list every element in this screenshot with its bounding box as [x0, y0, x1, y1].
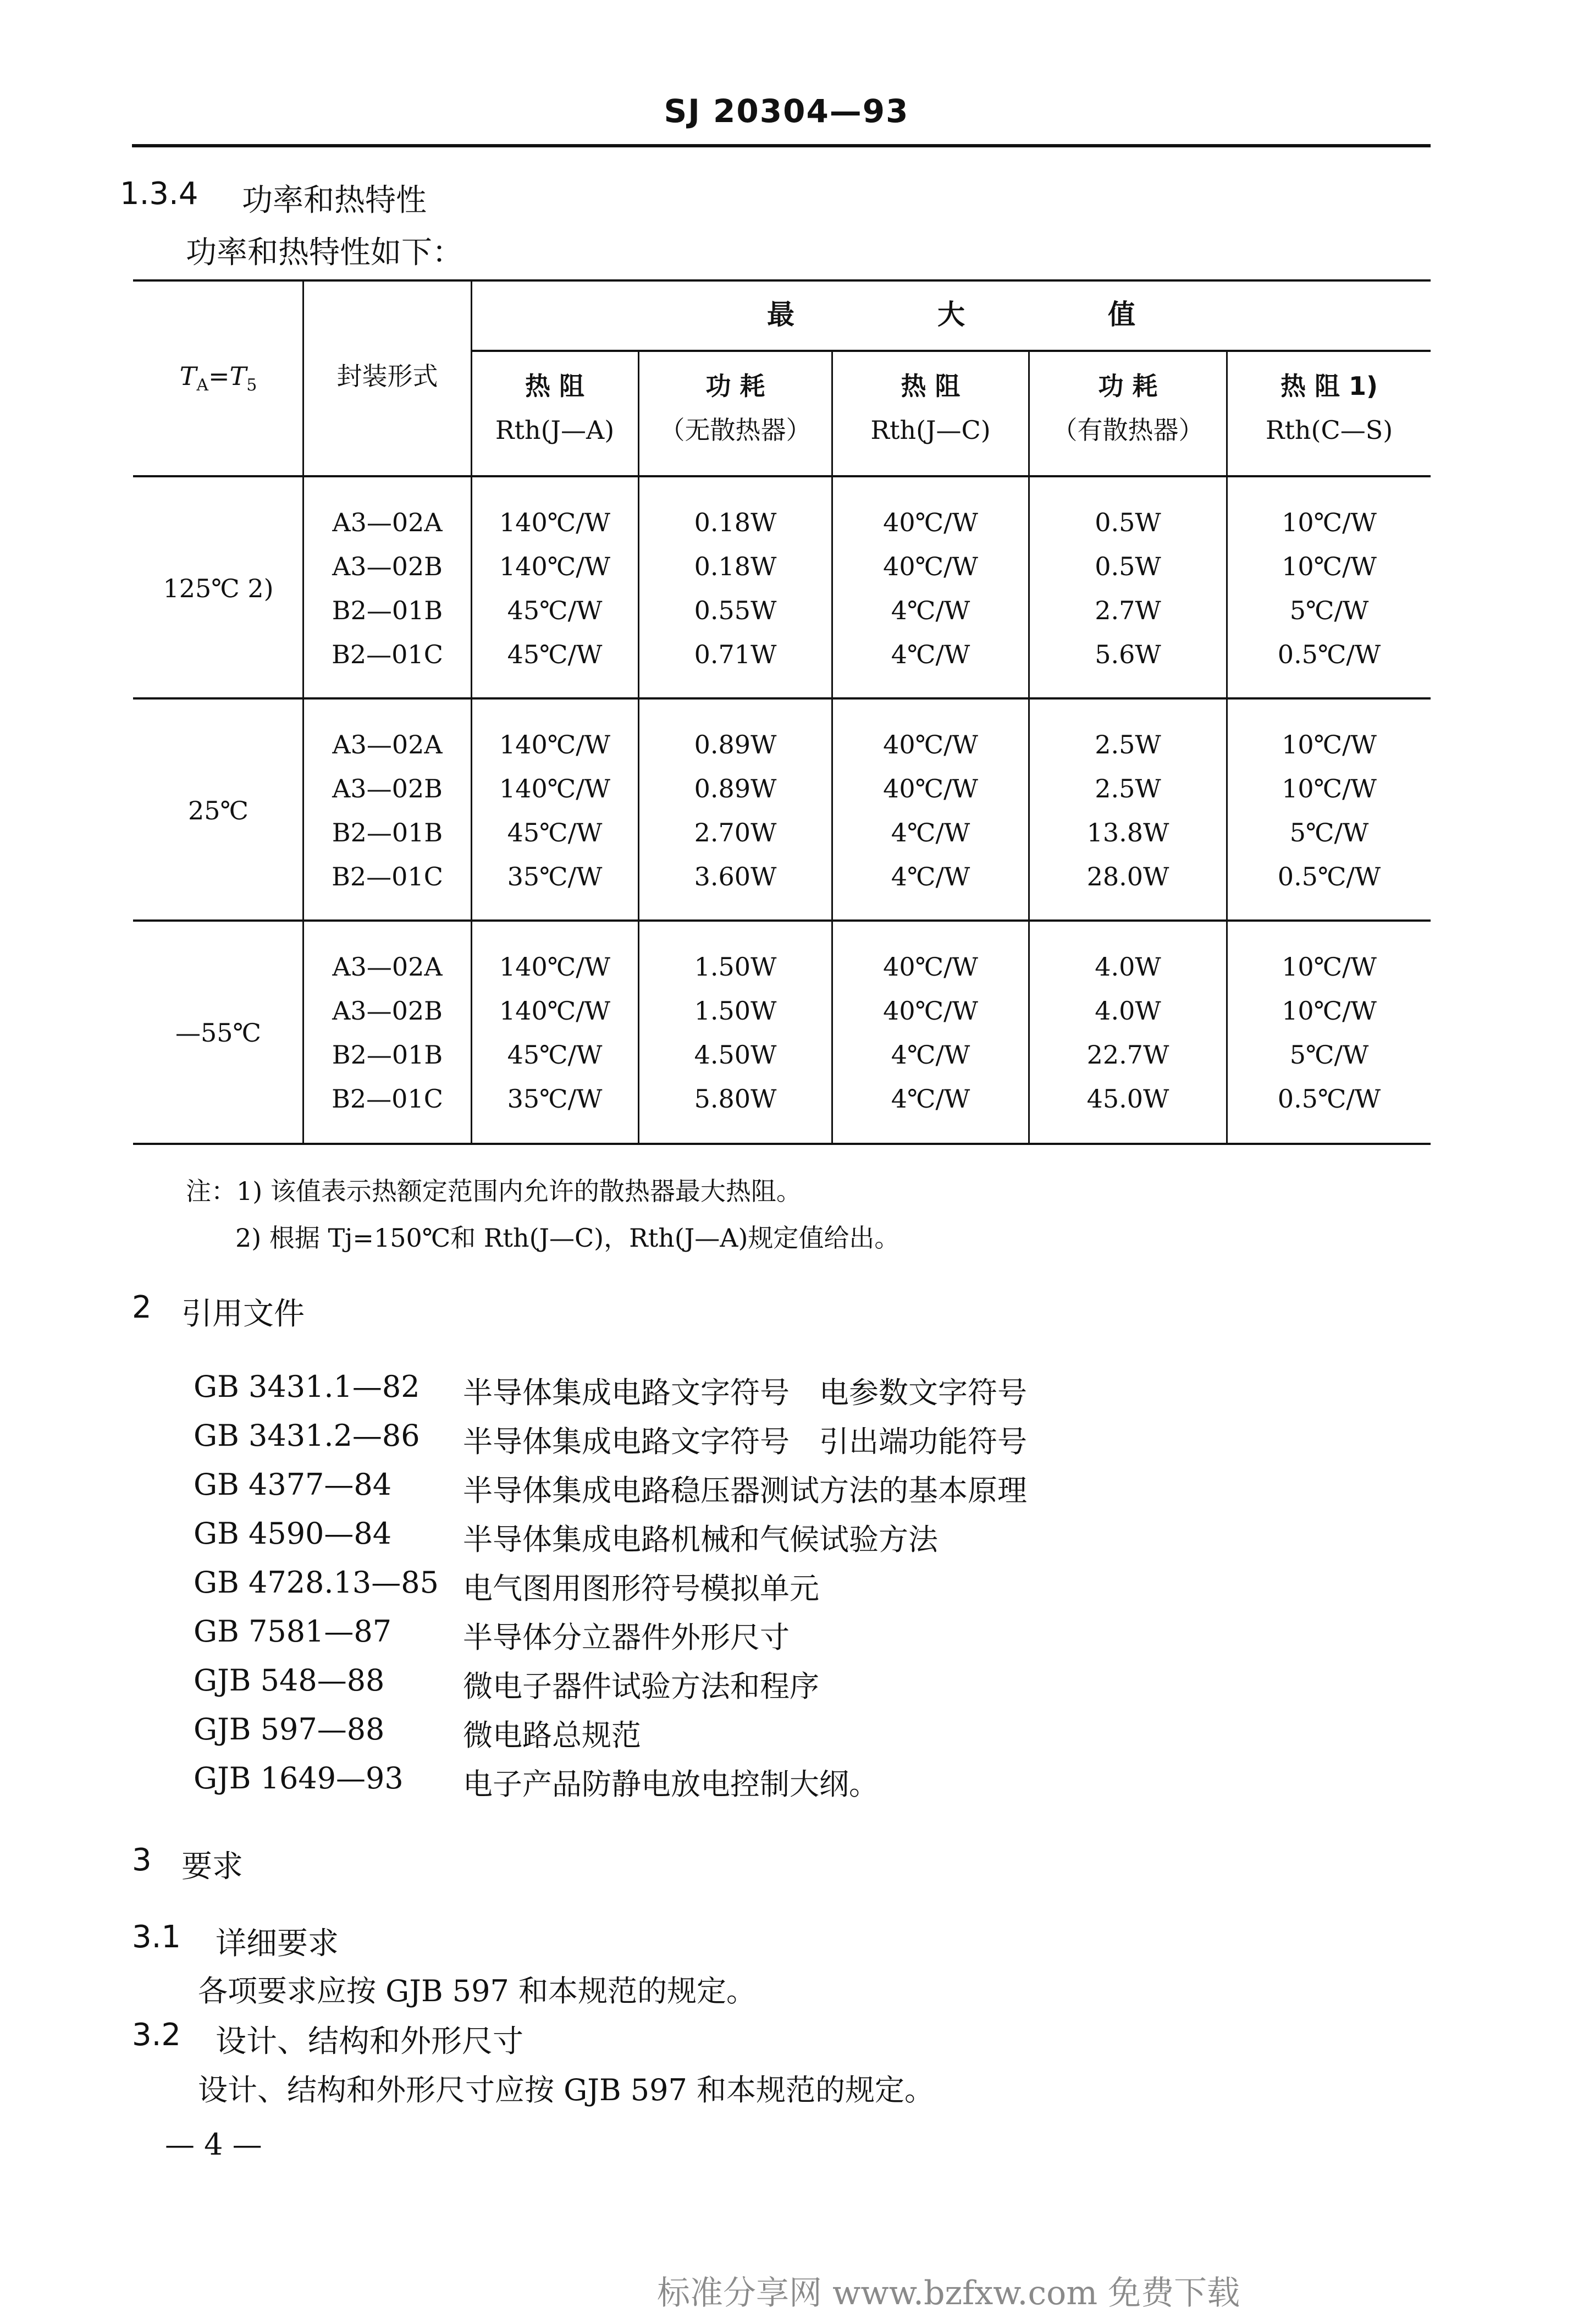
value-cell: 0.5℃/W: [1277, 862, 1381, 891]
package-cell: B2—01C: [332, 862, 443, 891]
value-cell: 2.7W: [1095, 596, 1161, 625]
value-cell: 0.71W: [694, 640, 777, 669]
value-cell: 0.5℃/W: [1277, 640, 1381, 669]
package-cell: A3—02A: [332, 508, 443, 537]
reference-title: 半导体集成电路稳压器测试方法的基本原理: [463, 1473, 1027, 1508]
table-top-rule: [133, 279, 1431, 282]
table-bottom-rule: [133, 1143, 1431, 1145]
section-31-body: 各项要求应按 GJB 597 和本规范的规定。: [198, 1974, 757, 2008]
column-header-label: 功 耗: [705, 371, 765, 401]
column-header: [1030, 364, 1226, 452]
section-31-number: 3.1: [132, 1919, 181, 1955]
value-cell: 10℃/W: [1282, 552, 1377, 581]
value-cell: 4℃/W: [891, 1084, 970, 1114]
value-cell: 4.0W: [1095, 996, 1161, 1026]
value-cell: 10℃/W: [1282, 508, 1377, 537]
package-cell: B2—01B: [332, 596, 443, 625]
table-group-divider: [133, 697, 1431, 700]
value-cell: 40℃/W: [883, 952, 978, 982]
value-cell: 2.70W: [694, 818, 777, 847]
section-32-title: 设计、结构和外形尺寸: [216, 2024, 523, 2059]
value-cell: 4℃/W: [891, 862, 970, 891]
value-cell: 140℃/W: [499, 552, 611, 581]
reference-code: GJB 1649—93: [194, 1761, 404, 1796]
reference-code: GB 4377—84: [194, 1467, 392, 1502]
value-cell: 45℃/W: [507, 596, 603, 625]
package-cell: A3—02B: [332, 552, 443, 581]
site-watermark: 标准分享网 www.bzfxw.com 免费下载: [657, 2274, 1240, 2312]
value-cell: 4℃/W: [891, 640, 970, 669]
value-cell: 40℃/W: [883, 508, 978, 537]
document-code: SJ 20304—93: [664, 92, 909, 130]
section-32-number: 3.2: [132, 2017, 181, 2053]
table-note-2: 2) 根据 Tj=150℃和 Rth(J—C)，Rth(J—A)规定值给出。: [235, 1223, 900, 1253]
value-cell: 10℃/W: [1282, 952, 1377, 982]
header-max-values: 最大值: [767, 299, 1278, 331]
reference-title: 半导体集成电路文字符号 引出端功能符号: [463, 1424, 1027, 1459]
value-cell: 0.5W: [1095, 508, 1161, 537]
page-number: — 4 —: [165, 2127, 262, 2162]
reference-code: GB 7581—87: [194, 1614, 392, 1649]
column-header-sublabel: （有散热器）: [1052, 415, 1204, 445]
reference-code: GJB 548—88: [194, 1663, 385, 1698]
column-header-sublabel: Rth(J—A): [495, 415, 615, 445]
package-cell: A3—02A: [332, 952, 443, 982]
value-cell: 5℃/W: [1289, 1040, 1369, 1070]
temperature-label: 25℃: [188, 796, 249, 825]
value-cell: 28.0W: [1086, 862, 1169, 891]
section-32-body: 设计、结构和外形尺寸应按 GJB 597 和本规范的规定。: [198, 2073, 935, 2107]
reference-code: GJB 597—88: [194, 1712, 385, 1747]
value-cell: 45.0W: [1086, 1084, 1169, 1114]
section-2-number: 2: [132, 1290, 152, 1325]
section-134-title: 功率和热特性: [242, 183, 427, 218]
value-cell: 13.8W: [1086, 818, 1169, 847]
value-cell: 10℃/W: [1282, 730, 1377, 759]
value-cell: 5℃/W: [1289, 596, 1369, 625]
reference-title: 半导体集成电路机械和气候试验方法: [463, 1522, 938, 1557]
value-cell: 0.55W: [694, 596, 777, 625]
column-header-label: 热 阻: [525, 371, 584, 401]
table-group-divider: [133, 919, 1431, 922]
value-cell: 40℃/W: [883, 774, 978, 803]
package-cell: B2—01B: [332, 1040, 443, 1070]
header-ambient-temp: $T_A=T_5$: [179, 361, 257, 395]
column-header-sublabel: Rth(C—S): [1265, 415, 1393, 445]
package-cell: A3—02B: [332, 774, 443, 803]
reference-code: GB 4728.13—85: [194, 1565, 439, 1600]
value-cell: 4℃/W: [891, 818, 970, 847]
value-cell: 2.5W: [1095, 730, 1161, 759]
reference-code: GB 3431.1—82: [194, 1369, 420, 1404]
value-cell: 140℃/W: [499, 996, 611, 1026]
column-header: [833, 364, 1028, 452]
reference-code: GB 4590—84: [194, 1516, 392, 1551]
value-cell: 0.89W: [694, 774, 777, 803]
reference-title: 半导体分立器件外形尺寸: [463, 1620, 790, 1655]
value-cell: 1.50W: [694, 996, 777, 1026]
value-cell: 10℃/W: [1282, 774, 1377, 803]
value-cell: 4℃/W: [891, 596, 970, 625]
value-cell: 3.60W: [694, 862, 777, 891]
value-cell: 5℃/W: [1289, 818, 1369, 847]
reference-title: 电子产品防静电放电控制大纲。: [463, 1767, 879, 1802]
package-cell: A3—02A: [332, 730, 443, 759]
section-134-intro: 功率和热特性如下：: [186, 235, 463, 271]
value-cell: 140℃/W: [499, 730, 611, 759]
package-cell: A3—02B: [332, 996, 443, 1026]
value-cell: 45℃/W: [507, 818, 603, 847]
column-header-sublabel: Rth(J—C): [870, 415, 991, 445]
value-cell: 22.7W: [1086, 1040, 1169, 1070]
table-group-rule: [472, 350, 1431, 352]
column-header-label: 热 阻: [901, 371, 961, 401]
value-cell: 140℃/W: [499, 952, 611, 982]
reference-title: 半导体集成电路文字符号 电参数文字符号: [463, 1375, 1027, 1410]
value-cell: 140℃/W: [499, 774, 611, 803]
value-cell: 40℃/W: [883, 996, 978, 1026]
value-cell: 0.5℃/W: [1277, 1084, 1381, 1114]
value-cell: 5.6W: [1095, 640, 1161, 669]
value-cell: 35℃/W: [507, 862, 603, 891]
value-cell: 40℃/W: [883, 552, 978, 581]
value-cell: 45℃/W: [507, 640, 603, 669]
section-2-title: 引用文件: [181, 1296, 305, 1332]
section-134-number: 1.3.4: [120, 176, 198, 212]
column-header: [472, 364, 638, 452]
temperature-label: 125℃ 2): [163, 574, 274, 603]
column-header-label: 功 耗: [1098, 371, 1158, 401]
package-cell: B2—01C: [332, 1084, 443, 1114]
section-3-number: 3: [132, 1842, 152, 1878]
value-cell: 2.5W: [1095, 774, 1161, 803]
value-cell: 4℃/W: [891, 1040, 970, 1070]
table-note-1: 注：1) 该值表示热额定范围内允许的散热器最大热阻。: [186, 1176, 802, 1206]
package-cell: B2—01B: [332, 818, 443, 847]
header-package-type: 封装形式: [336, 361, 438, 391]
value-cell: 40℃/W: [883, 730, 978, 759]
reference-title: 微电子器件试验方法和程序: [463, 1669, 819, 1704]
value-cell: 4.50W: [694, 1040, 777, 1070]
column-header: [1228, 364, 1431, 452]
reference-code: GB 3431.2—86: [194, 1418, 420, 1453]
value-cell: 4.0W: [1095, 952, 1161, 982]
reference-title: 微电路总规范: [463, 1718, 641, 1753]
value-cell: 1.50W: [694, 952, 777, 982]
column-header-label: 热 阻 1): [1280, 371, 1378, 401]
value-cell: 0.18W: [694, 508, 777, 537]
column-header-sublabel: （无散热器）: [659, 415, 812, 445]
value-cell: 45℃/W: [507, 1040, 603, 1070]
column-header: [639, 364, 831, 452]
table-header-rule: [133, 475, 1431, 477]
reference-title: 电气图用图形符号模拟单元: [463, 1571, 819, 1606]
value-cell: 0.5W: [1095, 552, 1161, 581]
value-cell: 0.18W: [694, 552, 777, 581]
value-cell: 10℃/W: [1282, 996, 1377, 1026]
value-cell: 35℃/W: [507, 1084, 603, 1114]
package-cell: B2—01C: [332, 640, 443, 669]
section-31-title: 详细要求: [216, 1926, 339, 1962]
value-cell: 140℃/W: [499, 508, 611, 537]
value-cell: 0.89W: [694, 730, 777, 759]
section-3-title: 要求: [181, 1849, 243, 1885]
temperature-label: —55℃: [175, 1018, 261, 1048]
value-cell: 5.80W: [694, 1084, 777, 1114]
